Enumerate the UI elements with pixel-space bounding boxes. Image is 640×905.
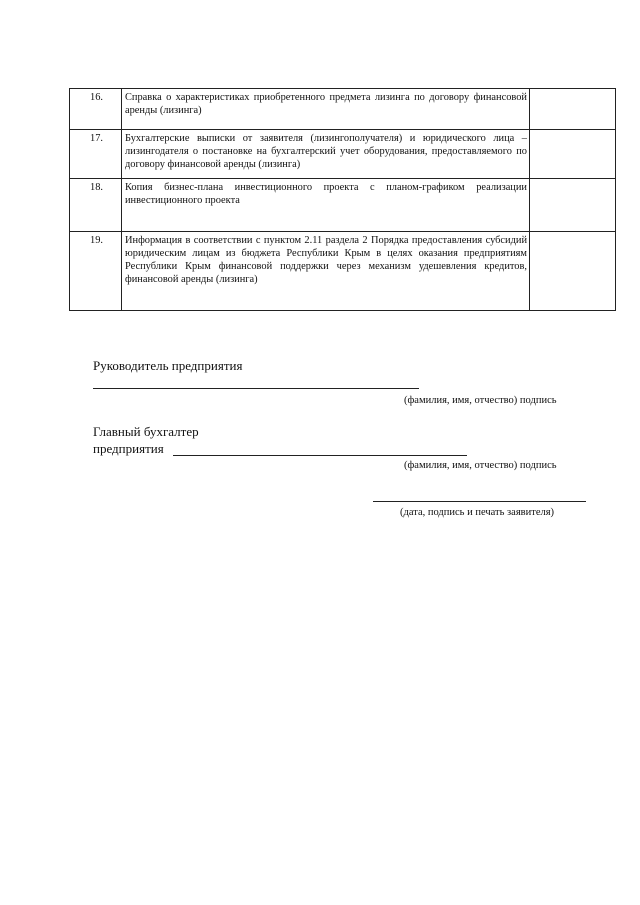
row-number: 18. [70,179,122,232]
row-note [530,179,616,232]
row-number: 19. [70,232,122,311]
table-row [70,89,616,130]
accountant-title-line1: Главный бухгалтер [93,424,199,439]
table-row [70,130,616,179]
row-number: 16. [70,89,122,130]
table-row [70,179,616,232]
applicant-signature-line [373,501,586,502]
applicant-caption: (дата, подпись и печать заявителя) [400,507,555,518]
row-number: 17. [70,130,122,179]
head-caption: (фамилия, имя, отчество) подпись [404,395,557,406]
row-note [530,130,616,179]
row-note [530,89,616,130]
accountant-signature-line [173,455,467,456]
row-text: Информация в соответствии с пунктом 2.11 раздела 2 Порядка предоставления субсидий юридическим лицам из бюджета Республики Крым в целях оказания предприятиям Республики Крым финансовой поддержки через механизм удешевления кредитов, финансовой аренды (лизинга) [122,232,530,311]
accountant-title-line2: предприятия [93,441,164,456]
row-text: Справка о характеристиках приобретенного предмета лизинга по договору финансовой аренды (лизинга) [122,89,530,130]
accountant-caption: (фамилия, имя, отчество) подпись [404,460,557,471]
head-title: Руководитель предприятия [93,358,243,373]
row-note [530,232,616,311]
documents-table [69,88,616,311]
row-text: Бухгалтерские выписки от заявителя (лизингополучателя) и юридического лица – лизингодателя о постановке на бухгалтерский учет оборудования, предоставляемого по договору финансовой аренды (лизинга) [122,130,530,179]
row-text: Копия бизнес-плана инвестиционного проекта с планом-графиком реализации инвестиционного проекта [122,179,530,232]
head-signature-line [93,388,419,389]
table-row [70,232,616,311]
